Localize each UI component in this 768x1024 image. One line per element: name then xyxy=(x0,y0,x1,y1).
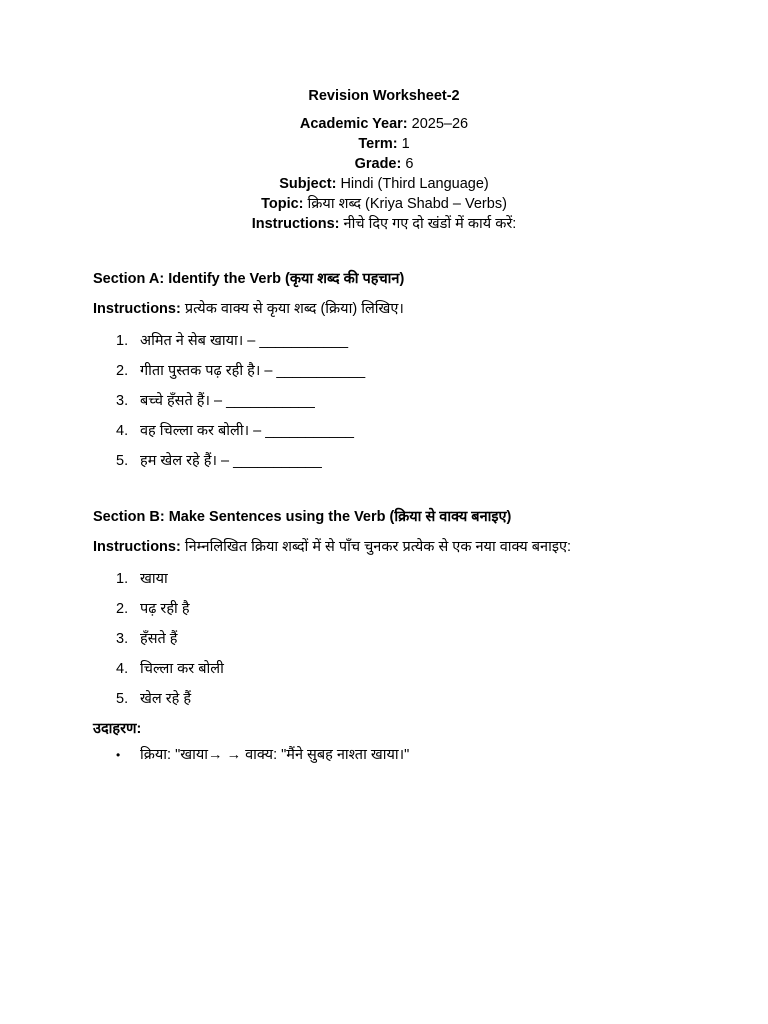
list-item xyxy=(116,624,713,654)
example-text: क्रिया: "खाया→ → वाक्य: "मैंने सुबह नाश्ता खाया।" xyxy=(140,747,410,763)
section-a-instructions-label: Instructions: xyxy=(93,301,181,317)
section-a-title: Section A: Identify the Verb (कृया शब्द की पहचान) xyxy=(93,271,405,287)
section-b-instructions-text: निम्नलिखित क्रिया शब्दों में से पाँच चुनकर प्रत्येक से एक नया वाक्य बनाइए: xyxy=(180,539,571,555)
item-number: 1. xyxy=(116,333,129,349)
header-instructions-label: Instructions: xyxy=(251,216,340,232)
item-text: खाया xyxy=(140,571,168,587)
item-number: 1. xyxy=(116,571,129,587)
list-item xyxy=(116,684,713,714)
item-number: 2. xyxy=(116,363,129,379)
term-value: 1 xyxy=(397,136,410,152)
grade-line xyxy=(0,154,768,174)
item-number: 3. xyxy=(116,393,129,409)
term-line xyxy=(0,134,768,154)
subject-label: Subject: xyxy=(279,176,337,192)
bullet-icon: • xyxy=(116,748,121,762)
item-text: हँसते हैं xyxy=(140,631,178,647)
section-b-list xyxy=(93,564,713,714)
topic-line xyxy=(0,194,768,214)
item-number: 4. xyxy=(116,423,129,439)
list-item xyxy=(116,416,713,446)
header-instructions-line xyxy=(0,214,768,234)
section-b xyxy=(93,506,713,770)
list-item xyxy=(116,386,713,416)
list-item xyxy=(116,326,713,356)
section-b-title: Section B: Make Sentences using the Verb (क्रिया से वाक्य बनाइए) xyxy=(93,509,512,525)
section-a-instructions xyxy=(93,298,713,320)
example-item xyxy=(116,740,713,770)
example-list xyxy=(93,740,713,770)
list-item xyxy=(116,654,713,684)
item-text: बच्चे हँसते हैं। – ___________ xyxy=(140,393,315,409)
list-item xyxy=(116,446,713,476)
item-number: 5. xyxy=(116,691,129,707)
item-number: 2. xyxy=(116,601,129,617)
worksheet-header xyxy=(0,86,768,234)
item-text: हम खेल रहे हैं। – ___________ xyxy=(140,453,322,469)
subject-line xyxy=(0,174,768,194)
section-a xyxy=(93,268,713,476)
list-item xyxy=(116,356,713,386)
item-text: गीता पुस्तक पढ़ रही है। – ___________ xyxy=(140,363,366,379)
item-number: 4. xyxy=(116,661,129,677)
list-item xyxy=(116,594,713,624)
item-text: खेल रहे हैं xyxy=(140,691,192,707)
item-text: अमित ने सेब खाया। – ___________ xyxy=(140,333,349,349)
academic-year-value: 2025–26 xyxy=(407,116,469,132)
item-text: चिल्ला कर बोली xyxy=(140,661,224,677)
academic-year-line xyxy=(0,114,768,134)
example-label: उदाहरण: xyxy=(93,721,142,737)
item-number: 3. xyxy=(116,631,129,647)
header-instructions-value: नीचे दिए गए दो खंडों में कार्य करें: xyxy=(339,216,517,232)
academic-year-label: Academic Year: xyxy=(299,116,408,132)
section-b-instructions-label: Instructions: xyxy=(93,539,181,555)
grade-label: Grade: xyxy=(354,156,402,172)
item-text: पढ़ रही है xyxy=(140,601,190,617)
section-a-instructions-text: प्रत्येक वाक्य से कृया शब्द (क्रिया) लिखिए। xyxy=(180,301,404,317)
list-item xyxy=(116,564,713,594)
section-a-list xyxy=(93,326,713,476)
worksheet-title: Revision Worksheet-2 xyxy=(308,88,460,104)
topic-label: Topic: xyxy=(261,196,304,212)
topic-value: क्रिया शब्द (Kriya Shabd – Verbs) xyxy=(303,196,507,212)
grade-value: 6 xyxy=(401,156,414,172)
section-b-instructions xyxy=(93,536,713,558)
item-text: वह चिल्ला कर बोली। – ___________ xyxy=(140,423,354,439)
item-number: 5. xyxy=(116,453,129,469)
term-label: Term: xyxy=(358,136,398,152)
subject-value: Hindi (Third Language) xyxy=(336,176,489,192)
